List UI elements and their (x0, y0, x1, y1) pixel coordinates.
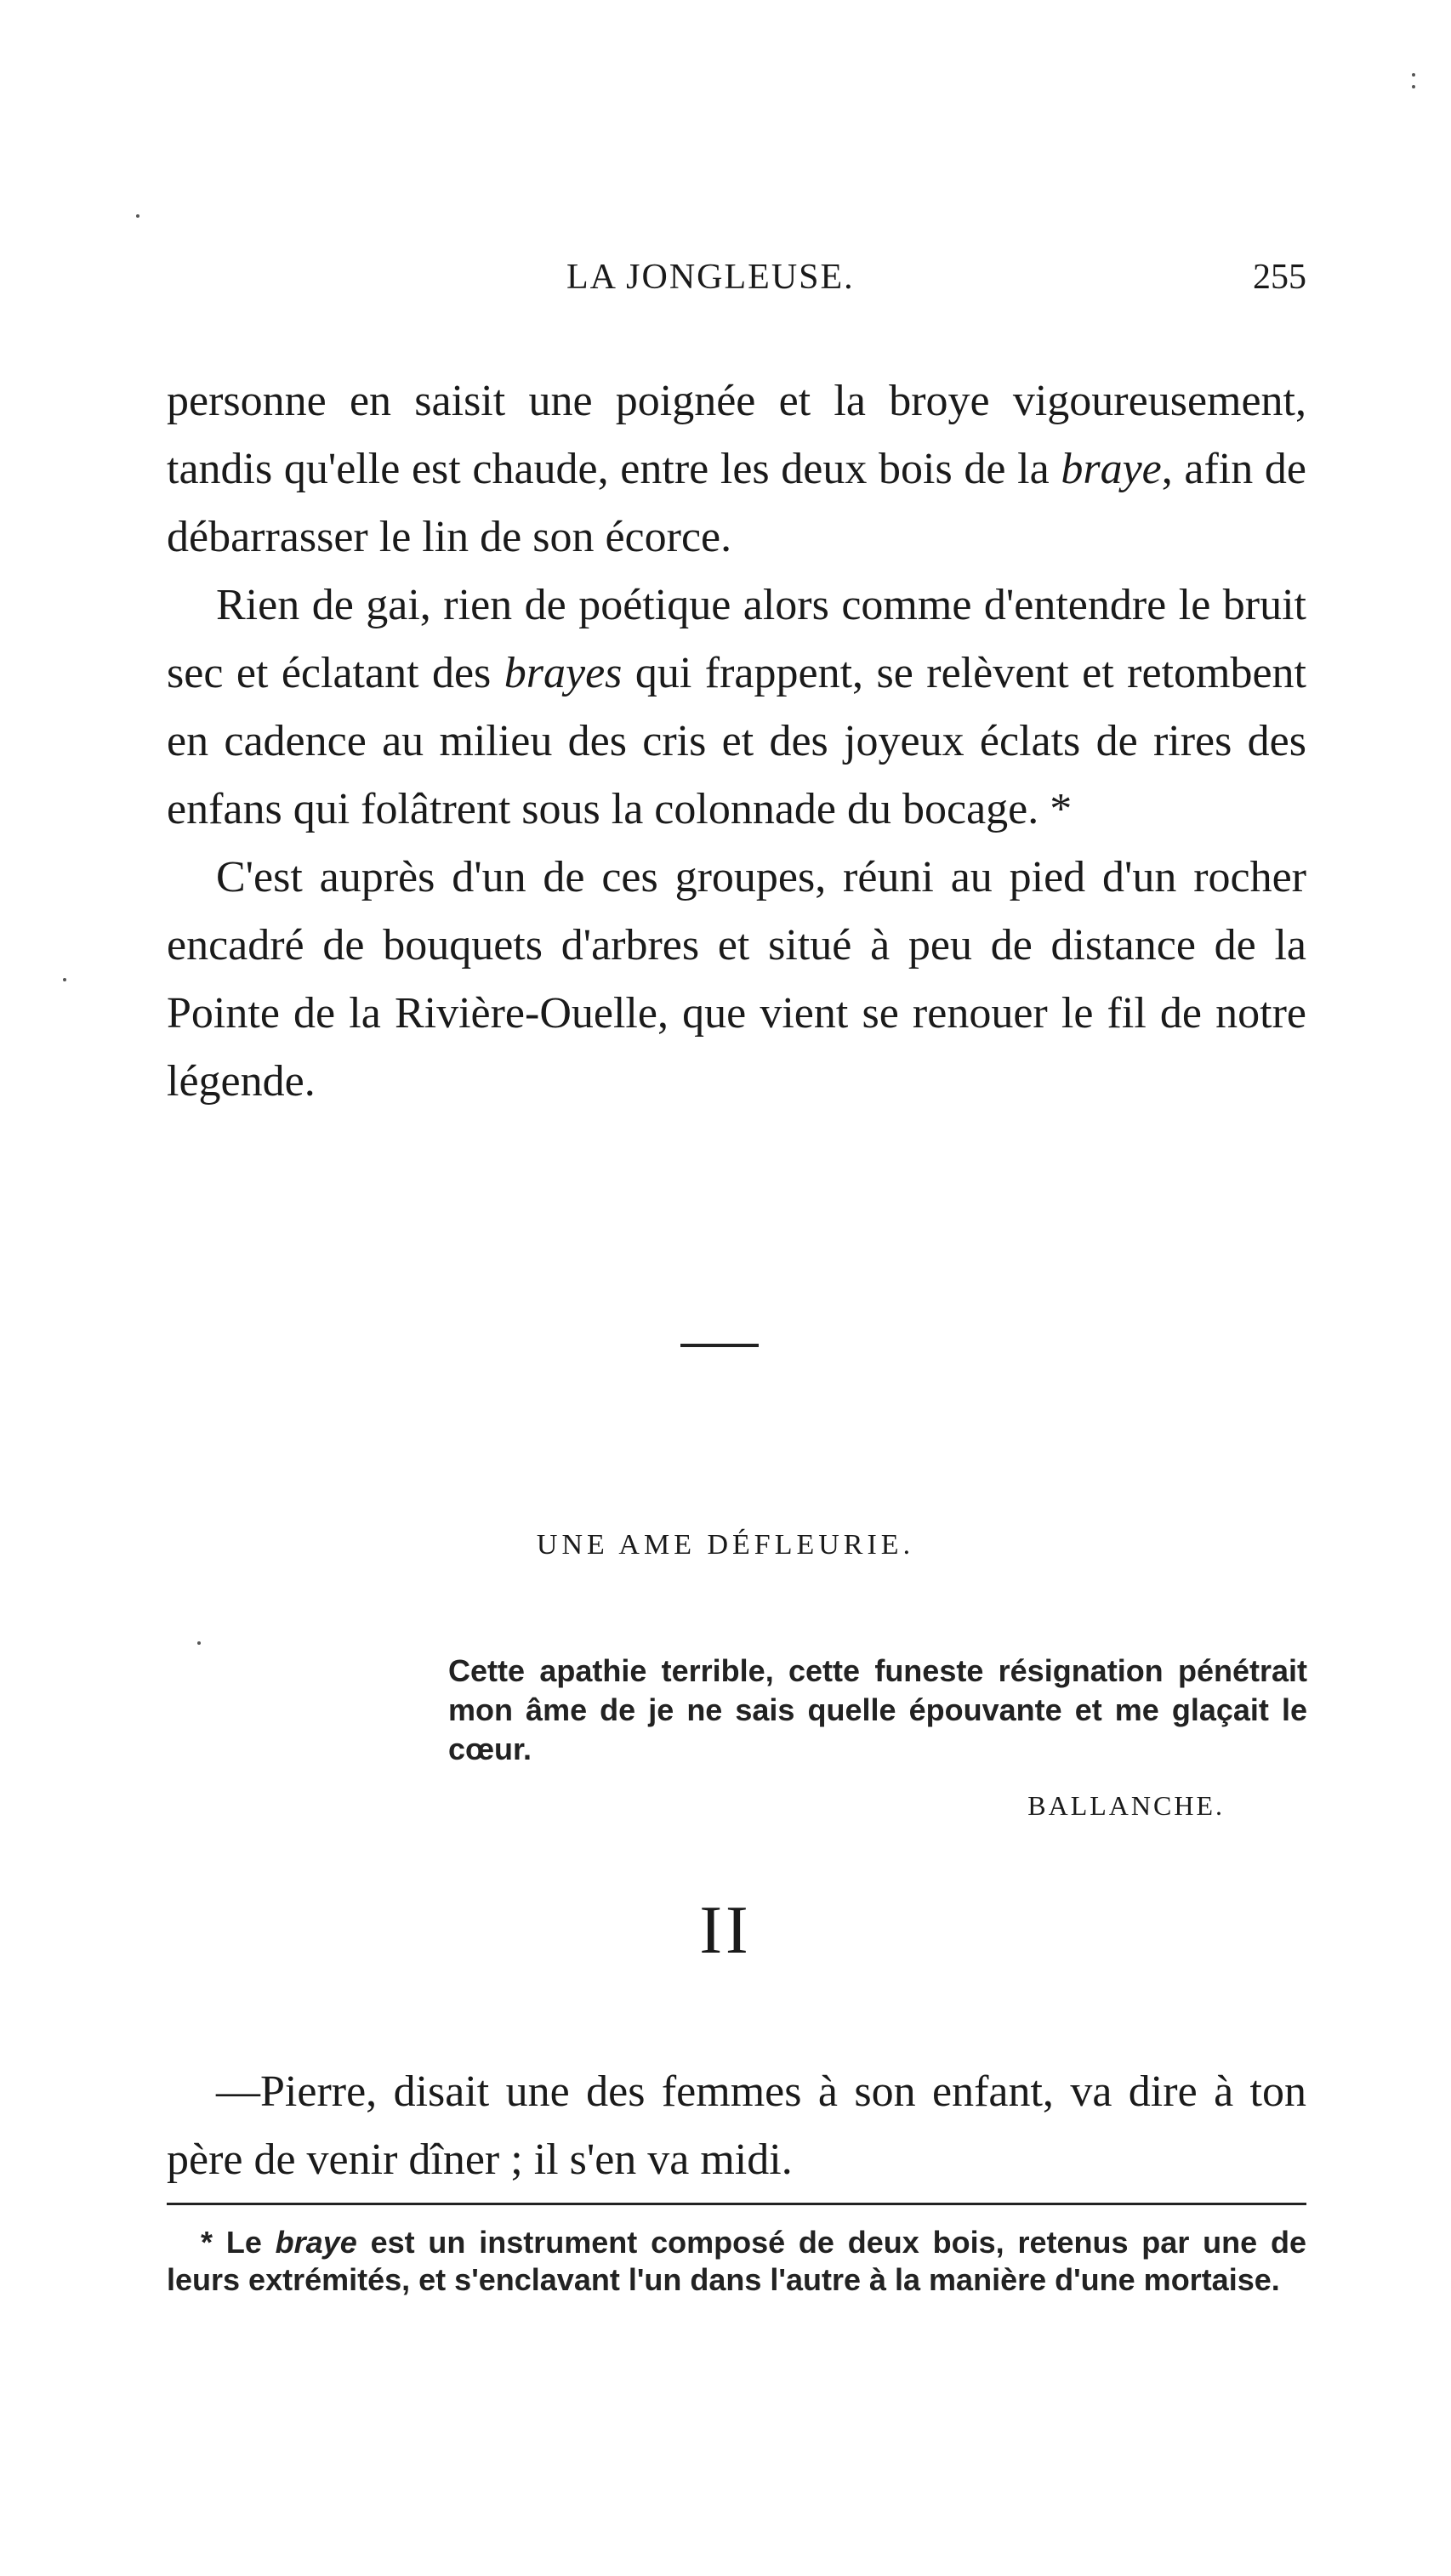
paragraph (167, 571, 1306, 844)
paragraph (167, 367, 1306, 571)
footnote-rule (167, 2203, 1306, 2205)
epigraph-quote: Cette apathie terrible, cette funeste résignation pénétrait mon âme de je ne sais quelle épouvante et me glaçait le cœur. (448, 1653, 1307, 1766)
ink-speck (63, 978, 66, 981)
italic-term: braye (275, 2225, 357, 2260)
ink-speck (1412, 73, 1415, 77)
page-header (167, 257, 1306, 308)
text-run: est un instrument composé de deux bois, retenus par une de leurs extrémités, et s'enclavant l'un dans l'autre à la manière d'une mortaise. (167, 2225, 1306, 2297)
italic-term: braye (1061, 445, 1162, 493)
text-run: , afin de débarrasser le lin de son écorce. (167, 445, 1306, 561)
footnote (167, 2224, 1306, 2299)
text-run: Rien de gai, rien de poétique alors comme d'entendre le bruit sec et éclatant des (167, 581, 1306, 697)
paragraph (167, 844, 1306, 1116)
running-title: LA JONGLEUSE. (566, 258, 855, 297)
text-run: * Le (201, 2225, 276, 2260)
chapter-number: II (699, 1893, 752, 1968)
paragraph: —Pierre, disait une des femmes à son enfant, va dire à ton père de venir dîner ; il s'en va midi. (167, 2067, 1306, 2184)
text-run: qui frappent, se relèvent et retombent en cadence au milieu des cris et des joyeux éclats de rires des enfans qui folâtrent sous la colonnade du bocage. * (167, 649, 1306, 833)
section-heading: UNE AME DÉFLEURIE. (536, 1529, 915, 1561)
text-run: personne en saisit une poignée et la broye vigoureusement, tandis qu'elle est chaude, entre les deux bois de la (167, 377, 1306, 493)
body-text-bottom (167, 2058, 1306, 2194)
ink-speck (197, 1641, 201, 1645)
page-number: 255 (1253, 258, 1306, 297)
ink-speck (1412, 85, 1415, 88)
body-text-top (167, 367, 1306, 1116)
text-run: C'est auprès d'un de ces groupes, réuni au pied d'un rocher encadré de bouquets d'arbres et situé à peu de distance de la Pointe de la Rivière-Ouelle, que vient se renouer le fil de notre légende. (167, 853, 1306, 1106)
section-divider (680, 1344, 759, 1347)
ink-speck (136, 214, 139, 218)
italic-term: brayes (504, 649, 623, 697)
epigraph-author: BALLANCHE. (1027, 1790, 1225, 1821)
